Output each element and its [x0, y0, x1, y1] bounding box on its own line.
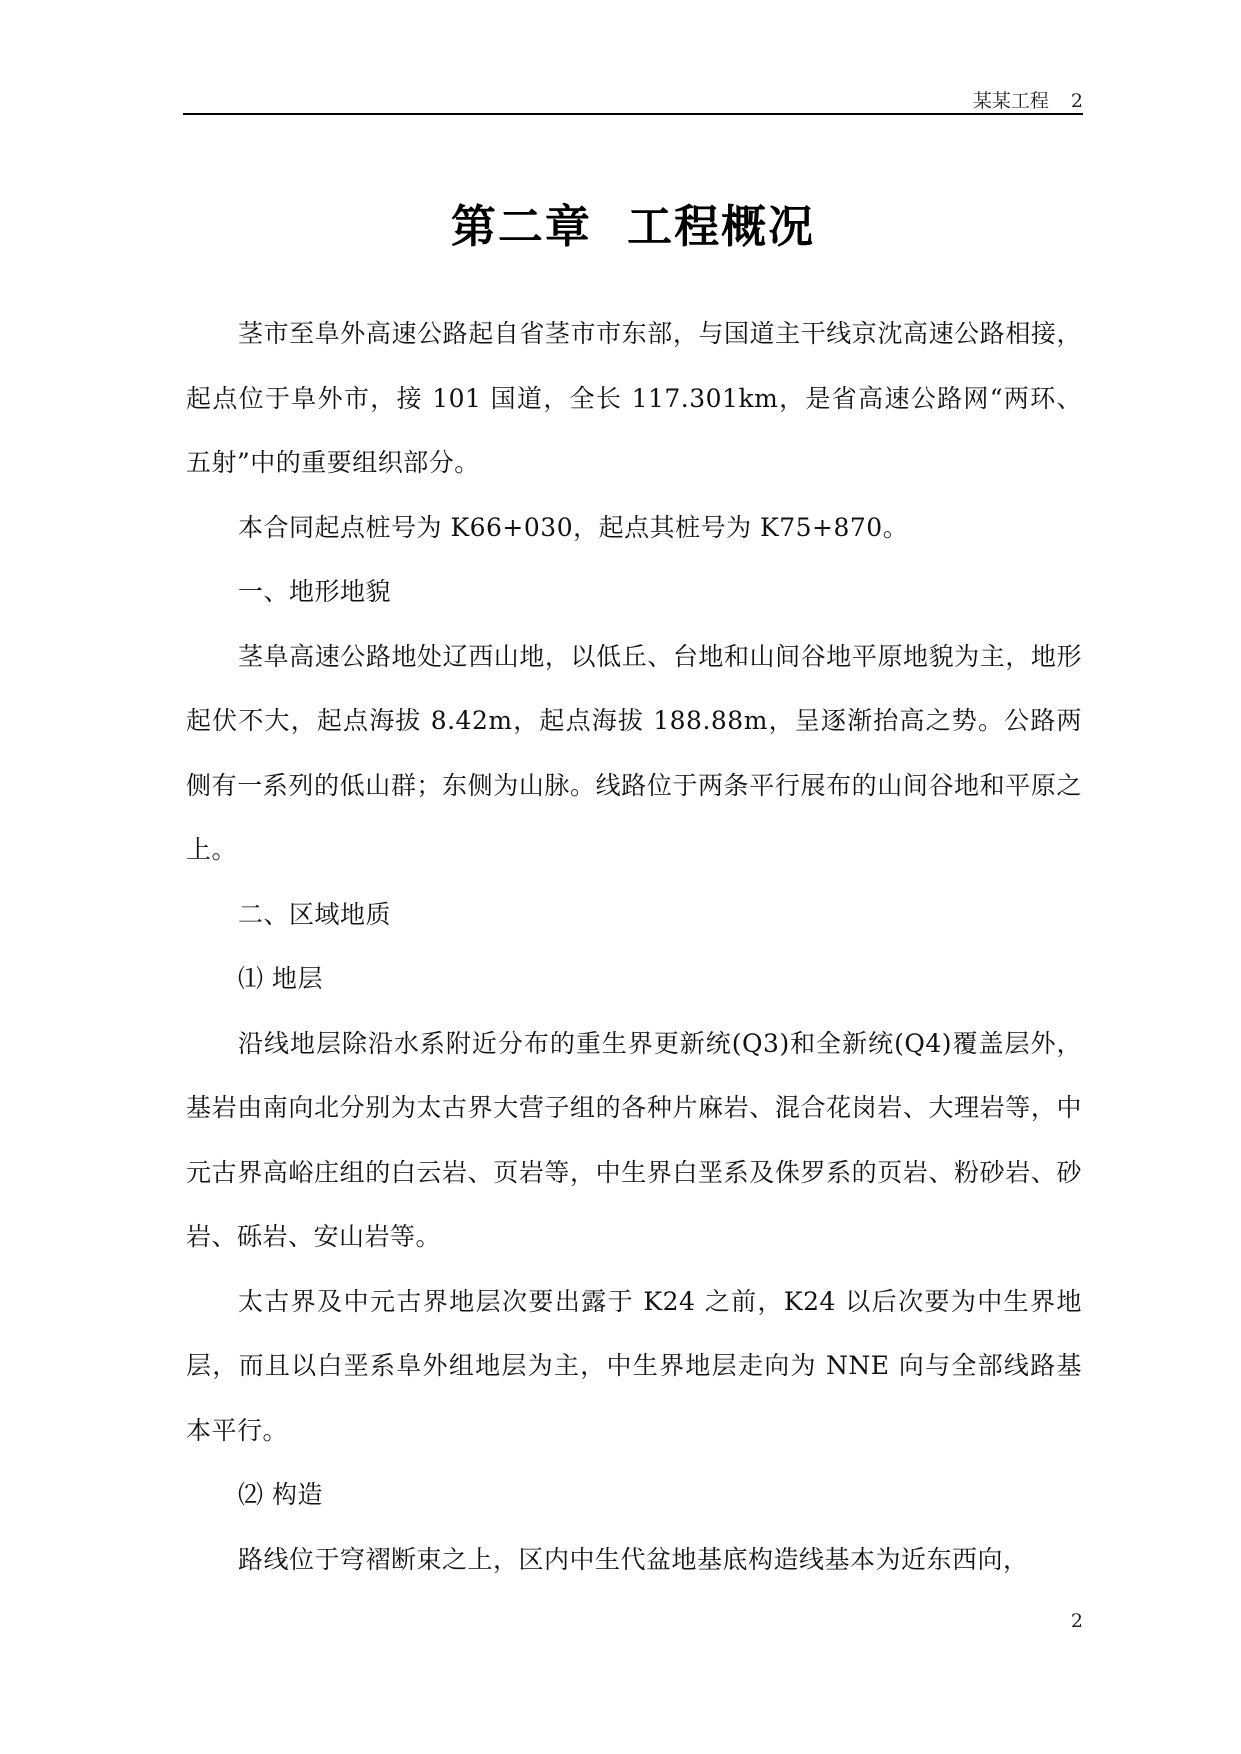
paragraph-terrain: 茎阜高速公路地处辽西山地，以低丘、台地和山间谷地平原地貌为主，地形起伏不大，起点海拔 8.42m，起点海拔 188.88m，呈逐渐抬高之势。公路两侧有一系列的低山群；东侧为山脉。线路位于两条平行展布的山间谷地和平原之上。: [186, 641, 1082, 864]
page-header: [183, 86, 1083, 114]
paragraph-contract-stakes: 本合同起点桩号为 K66+030，起点其桩号为 K75+870。: [238, 512, 909, 542]
header-rule: [183, 113, 1083, 115]
paragraph-structure: 路线位于穹褶断束之上，区内中生代盆地基底构造线基本为近东西向，: [238, 1544, 1029, 1574]
section-heading-geology: 二、区域地质: [238, 899, 392, 929]
paragraph-strata: 沿线地层除沿水系附近分布的重生界更新统(Q3)和全新统(Q4)覆盖层外，基岩由南向北分别为太古界大营子组的各种片麻岩、混合花岗岩、大理岩等，中元古界高峪庄组的白云岩、页岩等，中生界白垩系及侏罗系的页岩、粉砂岩、砂岩、砾岩、安山岩等。: [186, 1028, 1082, 1251]
paragraph-strata-exposure: 太古界及中元古界地层次要出露于 K24 之前，K24 以后次要为中生界地层，而且以白垩系阜外组地层为主，中生界地层走向为 NNE 向与全部线路基本平行。: [186, 1286, 1082, 1445]
header-page-number: 2: [1070, 90, 1083, 112]
header-doc-name: 某某工程: [972, 90, 1049, 112]
chapter-title: 第二章 工程概况: [450, 200, 816, 253]
subsection-heading-structure: ⑵ 构造: [238, 1480, 323, 1509]
section-heading-terrain: 一、地形地貌: [238, 577, 392, 606]
footer-page-number: 2: [1070, 1610, 1083, 1632]
body-content: [186, 302, 1082, 1592]
subsection-heading-strata: ⑴ 地层: [238, 964, 323, 993]
paragraph-overview: 茎市至阜外高速公路起自省茎市市东部，与国道主干线京沈高速公路相接，起点位于阜外市，接 101 国道，全长 117.301km，是省高速公路网“两环、五射”中的重要组织部分。: [186, 319, 1082, 477]
